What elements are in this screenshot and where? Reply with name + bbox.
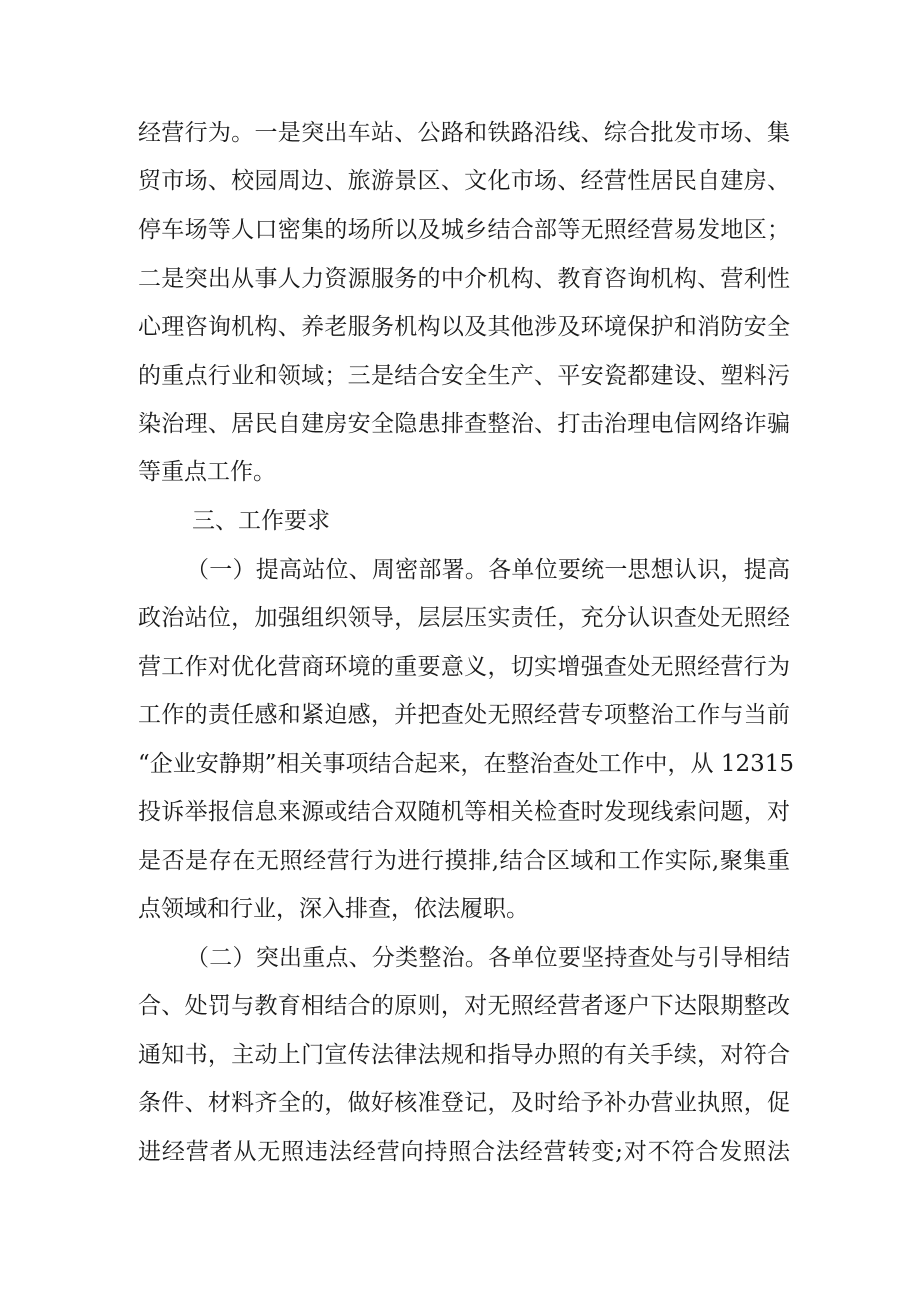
paragraph-line: 政治站位，加强组织领导，层层压实责任，充分认识查处无照经 [138, 605, 790, 631]
paragraph-line: 心理咨询机构、养老服务机构以及其他涉及环境保护和消防安全 [138, 314, 790, 340]
paragraph-line: “企业安静期”相关事项结合起来，在整治查处工作中，从 12315 [138, 751, 794, 777]
paragraph-line: 工作的责任感和紧迫感，并把查处无照经营专项整治工作与当前 [138, 702, 790, 728]
paragraph-line: 是否是存在无照经营行为进行摸排,结合区域和工作实际,聚集重 [138, 848, 790, 874]
paragraph-line: 停车场等人口密集的场所以及城乡结合部等无照经营易发地区； [138, 217, 790, 243]
paragraph-line: 经营行为。一是突出车站、公路和铁路沿线、综合批发市场、集 [138, 120, 790, 146]
paragraph-line: 等重点工作。 [138, 459, 276, 485]
paragraph-line: 进经营者从无照违法经营向持照合法经营转变;对不符合发照法 [138, 1139, 790, 1165]
paragraph-line: （一）提高站位、周密部署。各单位要统一思想认识，提高 [186, 557, 790, 583]
paragraph-line: 的重点行业和领域；三是结合安全生产、平安瓷都建设、塑料污 [138, 363, 790, 389]
paragraph-line: 贸市场、校园周边、旅游景区、文化市场、经营性居民自建房、 [138, 168, 790, 194]
paragraph-line: 通知书，主动上门宣传法律法规和指导办照的有关手续，对符合 [138, 1042, 790, 1068]
section-heading: 三、工作要求 [192, 508, 330, 534]
paragraph-line: 点领域和行业，深入排查，依法履职。 [138, 896, 529, 922]
paragraph-line: 染治理、居民自建房安全隐患排查整治、打击治理电信网络诈骗 [138, 411, 790, 437]
paragraph-line: （二）突出重点、分类整治。各单位要坚持查处与引导相结 [186, 945, 790, 971]
paragraph-line: 合、处罚与教育相结合的原则，对无照经营者逐户下达限期整改 [138, 993, 790, 1019]
paragraph-line: 投诉举报信息来源或结合双随机等相关检查时发现线索问题，对 [138, 799, 790, 825]
paragraph-line: 营工作对优化营商环境的重要意义，切实增强查处无照经营行为 [138, 654, 790, 680]
paragraph-line: 二是突出从事人力资源服务的中介机构、教育咨询机构、营利性 [138, 266, 790, 292]
paragraph-line: 条件、材料齐全的，做好核准登记，及时给予补办营业执照，促 [138, 1090, 790, 1116]
